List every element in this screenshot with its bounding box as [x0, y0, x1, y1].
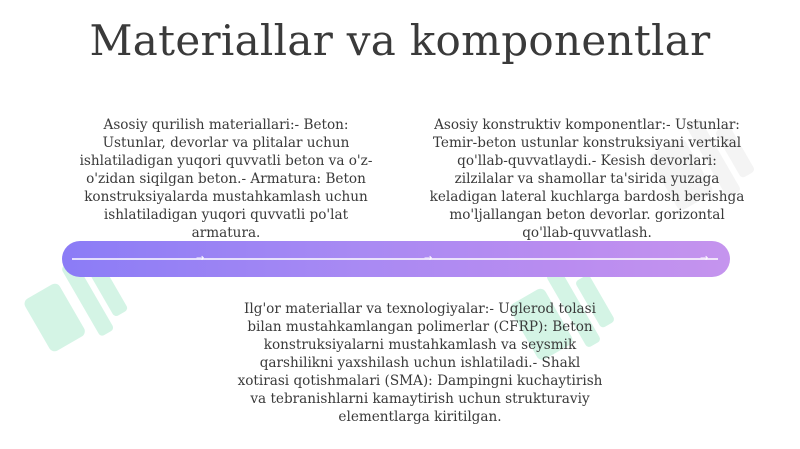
- timeline-arrow-icon: →: [424, 253, 433, 264]
- timeline-arrow-icon: →: [700, 253, 709, 264]
- timeline-arrow-icon: →: [196, 253, 205, 264]
- components-text-block: Asosiy konstruktiv komponentlar:- Ustunlar: Temir-beton ustunlar konstruksiyani vertikal qo'llab-quvvatlaydi.- Kesish devorlari: zilzilalar va shamollar ta'sirida yuzaga keladigan lateral kuchlarga bardosh berishga mo'ljallangan beton devorlar. gorizontal qo'llab-quvvatlash.: [429, 117, 745, 241]
- timeline-line: [72, 258, 718, 260]
- materials-text-block: Asosiy qurilish materiallari:- Beton: Ustunlar, devorlar va plitalar uchun ishlatiladigan yuqori quvvatli beton va o'z-o'zidan siqilgan beton.- Armatura: Beton konstruksiyalarda mustahkamlash uchun ishlatiladigan yuqori quvvatli po'lat armatura.: [79, 117, 373, 241]
- slide-title: Materiallar va komponentlar: [89, 16, 711, 65]
- advanced-materials-text-block: Ilg'or materiallar va texnologiyalar:- Uglerod tolasi bilan mustahkamlangan polimerlar (CFRP): Beton konstruksiyalarni mustahkamlash va seysmik qarshilikni yaxshilash uchun ishlatiladi.- Shakl xotirasi qotishmalari (SMA): Dampingni kuchaytirish va tebranishlarni kamaytirish uchun strukturaviy elementlarga kiritilgan.: [237, 301, 603, 425]
